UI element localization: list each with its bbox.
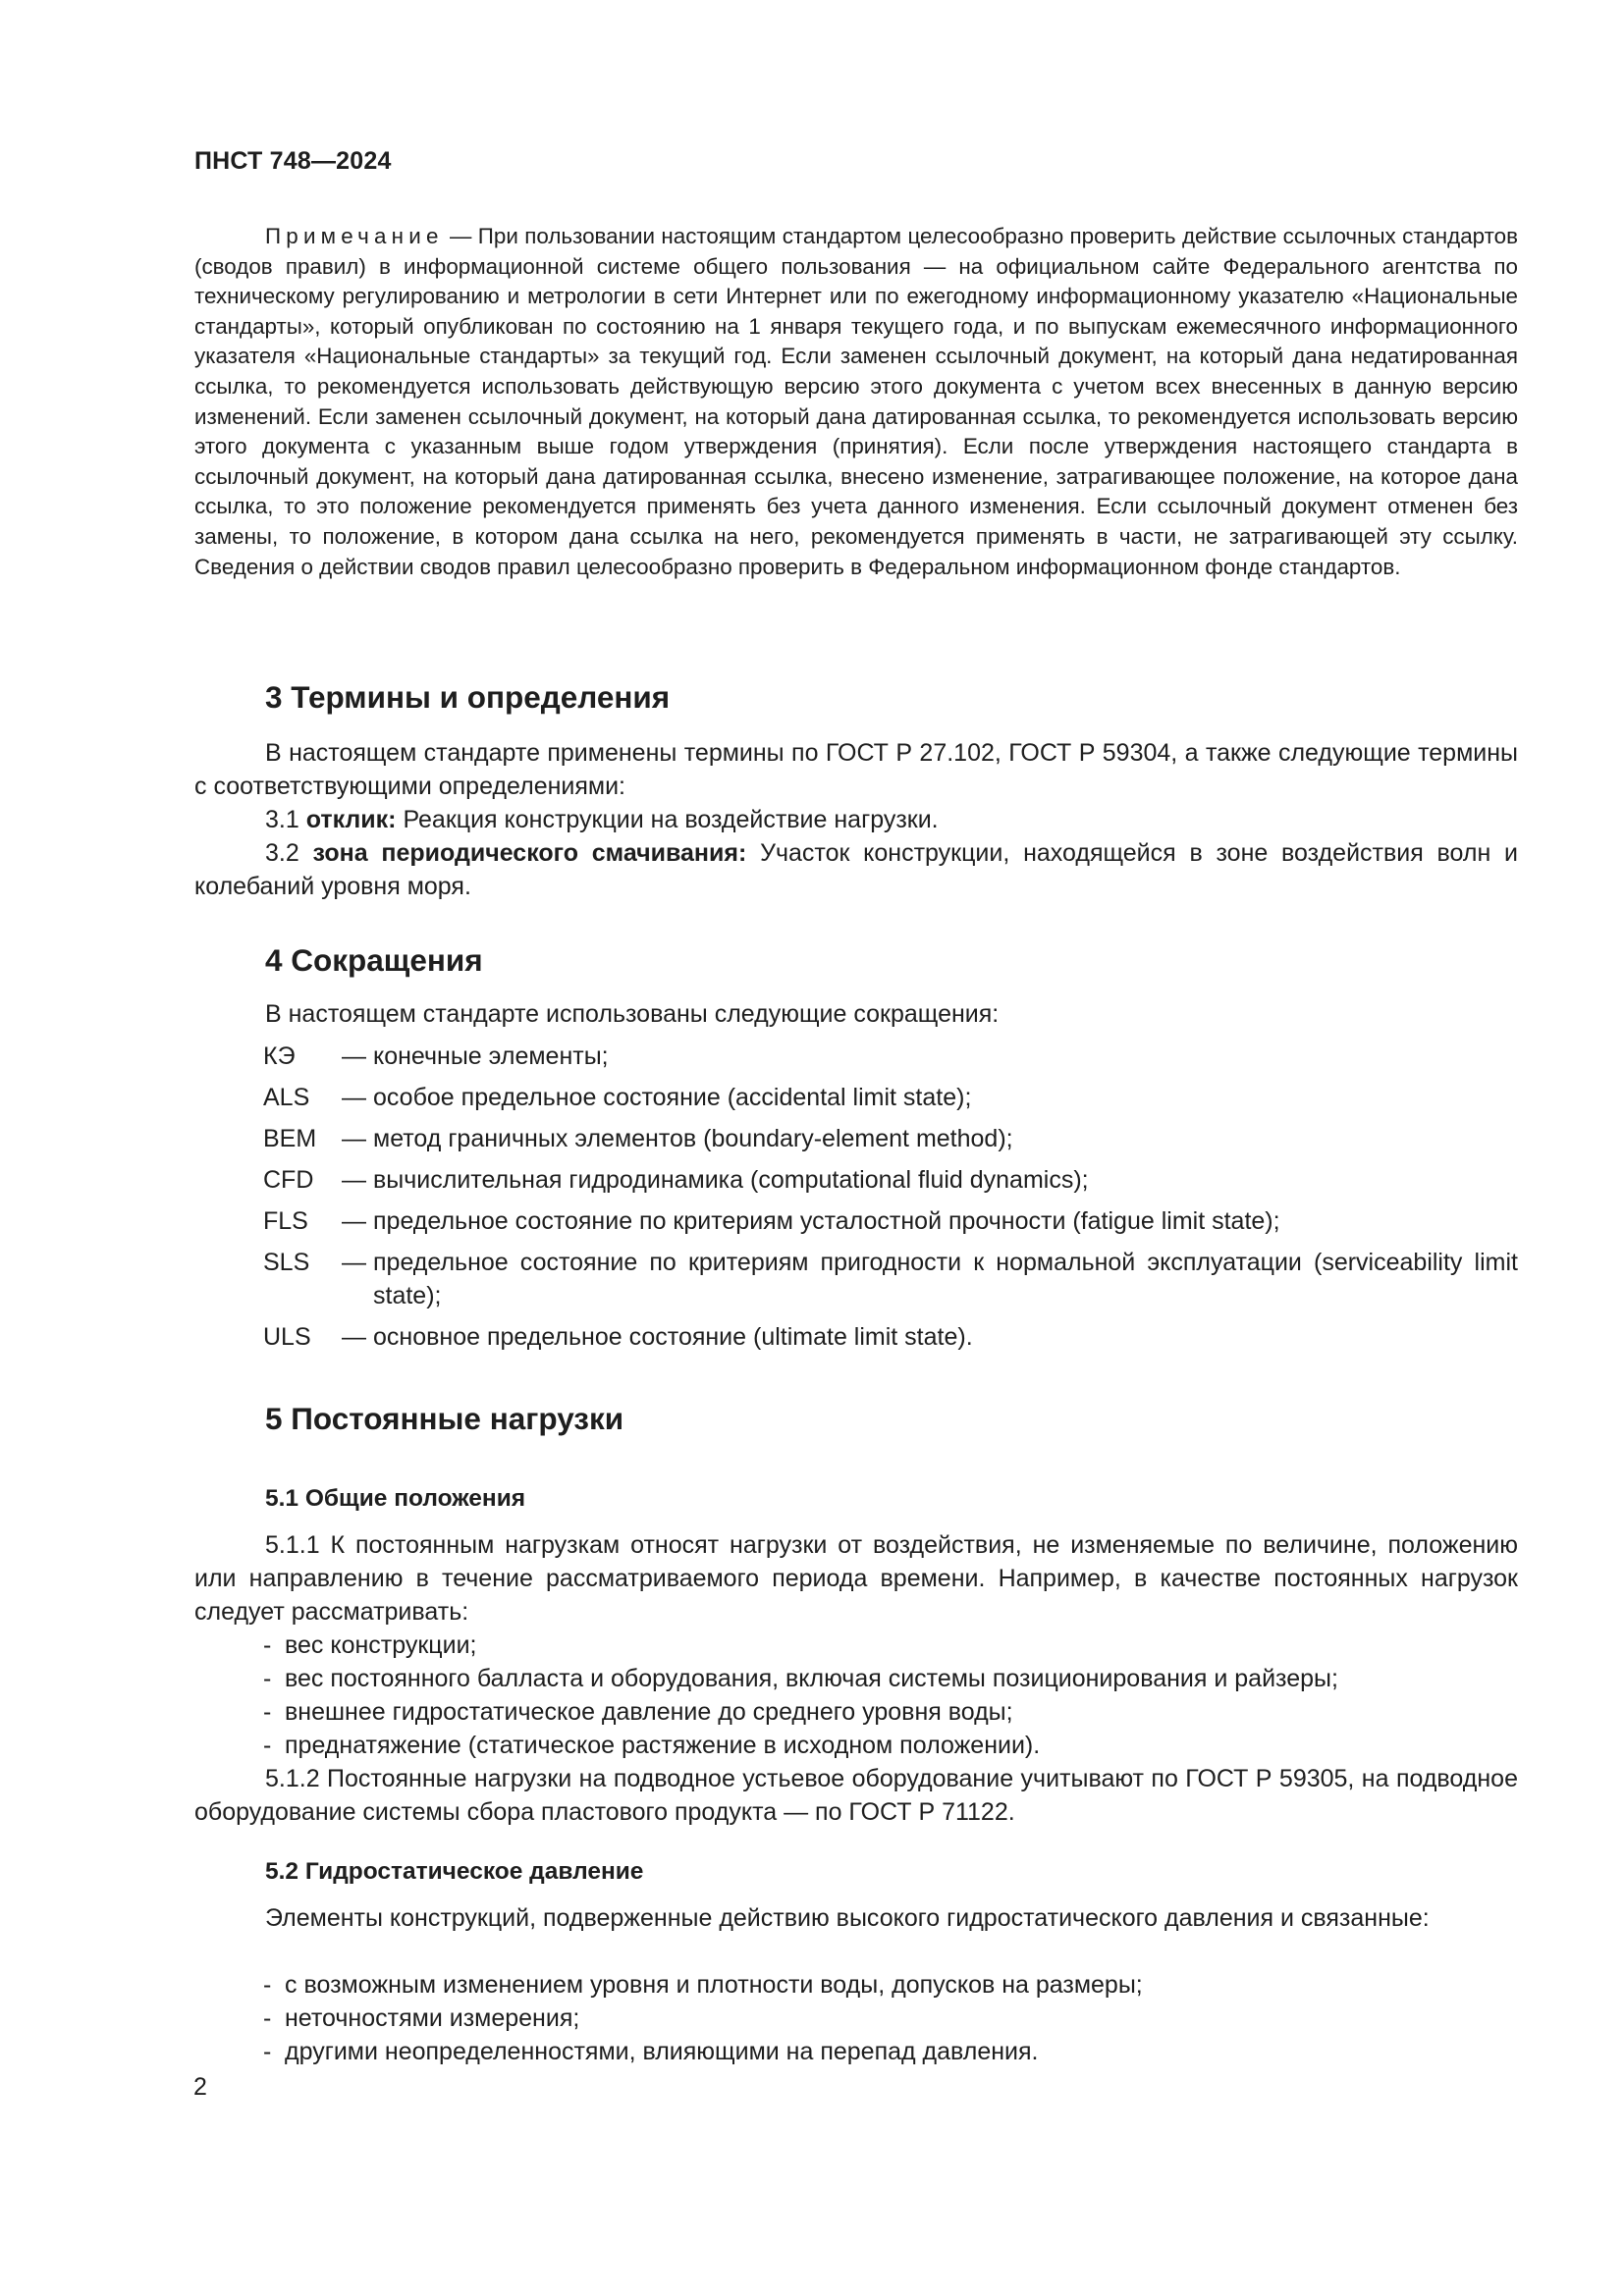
abbreviation-row xyxy=(263,1122,1518,1155)
abbreviation-meaning: вычислительная гидродинамика (computational fluid dynamics); xyxy=(373,1166,1089,1194)
list-item: - с возможным изменением уровня и плотности воды, допусков на размеры; xyxy=(263,1968,1143,2002)
abbreviation: CFD xyxy=(263,1166,314,1194)
abbreviation: SLS xyxy=(263,1249,310,1276)
subsection-5-1-heading: 5.1 Общие положения xyxy=(265,1485,526,1512)
abbreviation-meaning: предельное состояние по критериям пригодности к нормальной эксплуатации (serviceability limit state); xyxy=(373,1249,1518,1309)
term-3-1 xyxy=(194,803,1518,836)
paragraph-5-1-2: 5.1.2 Постоянные нагрузки на подводное устьевое оборудование учитывают по ГОСТ Р 59305, на подводное оборудование системы сбора пластового продукта — по ГОСТ Р 71122. xyxy=(194,1765,1518,1826)
abbreviation-row xyxy=(263,1040,1518,1073)
list-item: - преднатяжение (статическое растяжение в исходном положении). xyxy=(263,1729,1040,1762)
document-code-header: ПНСТ 748—2024 xyxy=(194,147,392,175)
dash: — xyxy=(342,1249,366,1276)
abbreviation-row xyxy=(263,1320,1518,1354)
bullet-marker: - xyxy=(263,1665,272,1692)
abbreviation: ULS xyxy=(263,1323,311,1351)
term-name: отклик: xyxy=(305,806,397,833)
section-4-intro: В настоящем стандарте использованы следующие сокращения: xyxy=(265,1000,1000,1028)
list-item: - вес конструкции; xyxy=(263,1629,476,1662)
abbreviation-row xyxy=(263,1163,1518,1197)
list-item: - неточностями измерения; xyxy=(263,2002,579,2035)
abbreviation: ALS xyxy=(263,1084,310,1111)
dash: — xyxy=(342,1323,366,1351)
section-5-heading: 5 Постоянные нагрузки xyxy=(265,1401,624,1436)
section-3-intro: В настоящем стандарте применены термины по ГОСТ Р 27.102, ГОСТ Р 59304, а также следующие термины с соответствующими определениями: xyxy=(194,739,1518,800)
dash: — xyxy=(342,1125,366,1152)
subsection-5-2-heading: 5.2 Гидростатическое давление xyxy=(265,1858,644,1885)
dash: — xyxy=(342,1042,366,1070)
bullet-marker: - xyxy=(263,1698,272,1726)
section-3-heading: 3 Термины и определения xyxy=(265,679,671,715)
note-label: Примечание xyxy=(265,224,444,248)
paragraph-5-2: Элементы конструкций, подверженные действию высокого гидростатического давления и связанные: xyxy=(265,1904,1430,1932)
bullet-marker: - xyxy=(263,1971,272,1999)
abbreviation-row xyxy=(263,1081,1518,1114)
list-item: - вес постоянного балласта и оборудования, включая системы позиционирования и райзеры; xyxy=(263,1662,1338,1695)
bullet-marker: - xyxy=(263,2038,272,2065)
abbreviation-row xyxy=(263,1246,1518,1312)
abbreviation-meaning: особое предельное состояние (accidental limit state); xyxy=(373,1084,972,1111)
list-item: - другими неопределенностями, влияющими на перепад давления. xyxy=(263,2035,1039,2068)
bullet-marker: - xyxy=(263,2004,272,2032)
abbreviation-meaning: конечные элементы; xyxy=(373,1042,609,1070)
term-name: зона периодического смачивания: xyxy=(312,839,747,867)
abbreviation: FLS xyxy=(263,1207,308,1235)
bullet-marker: - xyxy=(263,1732,272,1759)
abbreviation: КЭ xyxy=(263,1042,296,1070)
reference-note xyxy=(194,222,1518,582)
section-4-heading: 4 Сокращения xyxy=(265,942,483,978)
dash: — xyxy=(342,1084,366,1111)
abbreviation-meaning: основное предельное состояние (ultimate limit state). xyxy=(373,1323,973,1351)
note-text: — При пользовании настоящим стандартом целесообразно проверить действие ссылочных стандартов (сводов правил) в информационной системе общего пользования — на официальном сайте Федерального агентства по техническому регулированию и метрологии в сети Интернет или по ежегодному информационному указателю «Национальные стандарты», который опубликован по состоянию на 1 января текущего года, и по выпускам ежемесячного информационного указателя «Национальные стандарты» за текущий год. Если заменен ссылочный документ, на который дана недатированная ссылка, то рекомендуется использовать действующую версию этого документа с учетом всех внесенных в данную версию изменений. Если заменен ссылочный документ, на который дана датированная ссылка, то рекомендуется использовать версию этого документа с указанным выше годом утверждения (принятия). Если после утверждения настоящего стандарта в ссылочный документ, на который дана датированная ссылка, внесено изменение, затрагивающее положение, на которое дана ссылка, то это положение рекомендуется применять без учета данного изменения. Если ссылочный документ отменен без замены, то положение, в котором дана ссылка на него, рекомендуется применять в части, не затрагивающей эту ссылку. Сведения о действии сводов правил целесообразно проверить в Федеральном информационном фонде стандартов. xyxy=(194,224,1518,579)
abbreviation-meaning: предельное состояние по критериям усталостной прочности (fatigue limit state); xyxy=(373,1207,1280,1235)
term-definition: Участок конструкции, находящейся в зоне воздействия волн и колебаний уровня моря. xyxy=(194,839,1519,900)
term-3-2 xyxy=(194,836,1518,903)
list-item: - внешнее гидростатическое давление до среднего уровня воды; xyxy=(263,1695,1013,1729)
abbreviation-meaning: метод граничных элементов (boundary-element method); xyxy=(373,1125,1013,1152)
bullet-marker: - xyxy=(263,1631,272,1659)
term-number: 3.1 xyxy=(265,806,306,833)
dash: — xyxy=(342,1166,366,1194)
page-number: 2 xyxy=(193,2073,207,2101)
abbreviation: BEM xyxy=(263,1125,317,1152)
paragraph-5-1-1: 5.1.1 К постоянным нагрузкам относят нагрузки от воздействия, не изменяемые по величине, положению или направлению в течение рассматриваемого периода времени. Например, в качестве постоянных нагрузок следует рассматривать: xyxy=(194,1531,1518,1626)
abbreviation-row xyxy=(263,1204,1518,1238)
term-definition: Реакция конструкции на воздействие нагрузки. xyxy=(396,806,939,833)
dash: — xyxy=(342,1207,366,1235)
term-number: 3.2 xyxy=(265,839,313,867)
